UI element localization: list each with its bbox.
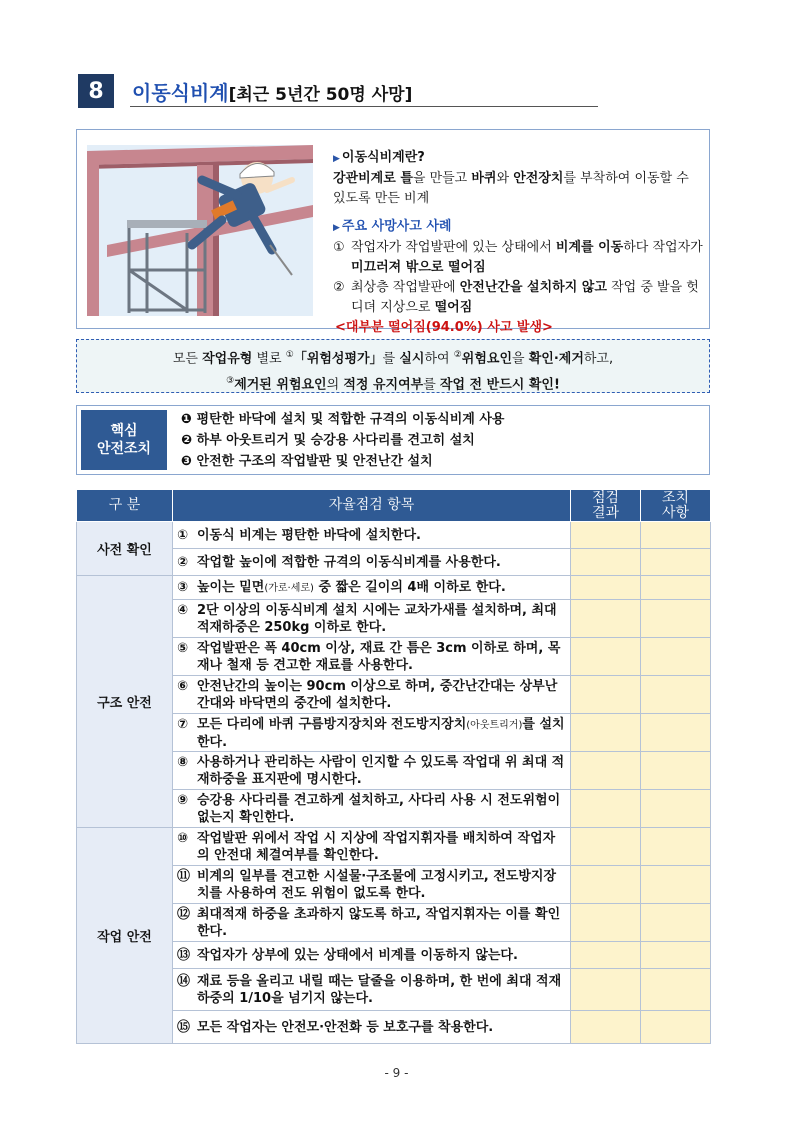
table-row: ⑨ 승강용 사다리를 견고하게 설치하고, 사다리 사용 시 전도위험이 없는지 확인한다. bbox=[77, 790, 711, 828]
table-row: 구조 안전 ③ 높이는 밑면(가로·세로) 중 짧은 길이의 4배 이하로 한다. bbox=[77, 576, 711, 600]
illustration-svg bbox=[87, 145, 313, 316]
category-work-safety: 작업 안전 bbox=[77, 828, 173, 1044]
action-cell[interactable] bbox=[641, 676, 711, 714]
action-cell[interactable] bbox=[641, 1011, 711, 1044]
check-result-cell[interactable] bbox=[571, 522, 641, 549]
notice-line-1: 모든 작업유형 별로 ①「위험성평가」를 실시하여 ②위험요인을 확인·제거하고, bbox=[172, 350, 614, 367]
core-safety-box bbox=[76, 405, 710, 475]
table-row: ⑤ 작업발판은 폭 40cm 이상, 재료 간 틈은 3cm 이하로 하며, 목재나 철재 등 견고한 재료를 사용한다. bbox=[77, 638, 711, 676]
check-result-cell[interactable] bbox=[571, 1011, 641, 1044]
check-result-cell[interactable] bbox=[571, 576, 641, 600]
section-title-sub: [최근 5년간 50명 사망] bbox=[228, 85, 413, 105]
check-result-cell[interactable] bbox=[571, 752, 641, 790]
page-number: - 9 - bbox=[384, 1066, 409, 1080]
core-safety-items bbox=[181, 409, 505, 472]
table-row: ⑫ 최대적재 하중을 초과하지 않도록 하고, 작업지휘자는 이를 확인한다. bbox=[77, 904, 711, 942]
check-result-cell[interactable] bbox=[571, 790, 641, 828]
table-row: 작업 안전 ⑩ 작업발판 위에서 작업 시 지상에 작업지휘자를 배치하여 작업자의 안전대 체결여부를 확인한다. bbox=[77, 828, 711, 866]
table-row: ⑭ 재료 등을 올리고 내릴 때는 달줄을 이용하며, 한 번에 최대 적재하중의 1/10을 넘기지 않는다. bbox=[77, 969, 711, 1011]
table-row: ④ 2단 이상의 이동식비계 설치 시에는 교차가새를 설치하며, 최대 적재하중은 250kg 이하로 한다. bbox=[77, 600, 711, 638]
header-check-result: 점검 결과 bbox=[571, 490, 641, 522]
notice-line-2: ③제거된 위험요인의 적정 유지여부를 작업 전 반드시 확인! bbox=[226, 376, 560, 393]
action-cell[interactable] bbox=[641, 576, 711, 600]
action-cell[interactable] bbox=[641, 828, 711, 866]
table-row: ⑪ 비계의 일부를 견고한 시설물·구조물에 고정시키고, 전도방지장치를 사용하여 전도 위험이 없도록 한다. bbox=[77, 866, 711, 904]
table-row: ⑦ 모든 다리에 바퀴 구름방지장치와 전도방지장치(아웃트리거)를 설치한다. bbox=[77, 714, 711, 752]
title-underline bbox=[130, 106, 598, 107]
header-action: 조치 사항 bbox=[641, 490, 711, 522]
check-result-cell[interactable] bbox=[571, 714, 641, 752]
section-header bbox=[78, 74, 598, 110]
table-row: ⑬ 작업자가 상부에 있는 상태에서 비계를 이동하지 않는다. bbox=[77, 942, 711, 969]
table-row: ⑧ 사용하거나 관리하는 사람이 인지할 수 있도록 작업대 위 최대 적재하중을 표지판에 명시한다. bbox=[77, 752, 711, 790]
check-result-cell[interactable] bbox=[571, 676, 641, 714]
case-item-1: ① 작업자가 작업발판에 있는 상태에서 비계를 이동하다 작업자가 미끄러져 밖으로 떨어짐 bbox=[333, 240, 703, 275]
section-title bbox=[132, 77, 412, 106]
table-row: ② 작업할 높이에 적합한 규격의 이동식비계를 사용한다. bbox=[77, 549, 711, 576]
check-result-cell[interactable] bbox=[571, 638, 641, 676]
table-row: 사전 확인 ① 이동식 비계는 평탄한 바닥에 설치한다. bbox=[77, 522, 711, 549]
core-safety-label: 핵심 안전조치 bbox=[81, 410, 167, 470]
definition-text: 강관비계로 틀을 만들고 바퀴와 안전장치를 부착하여 이동할 수 있도록 만든 비계 bbox=[333, 171, 689, 206]
core-item-3: ❸ 안전한 구조의 작업발판 및 안전난간 설치 bbox=[181, 454, 433, 469]
action-cell[interactable] bbox=[641, 638, 711, 676]
check-result-cell[interactable] bbox=[571, 828, 641, 866]
fall-statistic: <대부분 떨어짐(94.0%) 사고 발생> bbox=[335, 320, 553, 335]
check-result-cell[interactable] bbox=[571, 904, 641, 942]
check-result-cell[interactable] bbox=[571, 942, 641, 969]
action-cell[interactable] bbox=[641, 904, 711, 942]
action-cell[interactable] bbox=[641, 714, 711, 752]
header-item: 자율점검 항목 bbox=[173, 490, 571, 522]
header-category: 구 분 bbox=[77, 490, 173, 522]
action-cell[interactable] bbox=[641, 600, 711, 638]
check-result-cell[interactable] bbox=[571, 969, 641, 1011]
core-item-1: ❶ 평탄한 바닥에 설치 및 적합한 규격의 이동식비계 사용 bbox=[181, 412, 505, 427]
check-result-cell[interactable] bbox=[571, 866, 641, 904]
action-cell[interactable] bbox=[641, 790, 711, 828]
scaffold-fall-illustration bbox=[87, 145, 313, 316]
action-cell[interactable] bbox=[641, 522, 711, 549]
section-title-main: 이동식비계 bbox=[132, 81, 229, 105]
check-result-cell[interactable] bbox=[571, 549, 641, 576]
checklist-table bbox=[76, 489, 711, 1044]
action-cell[interactable] bbox=[641, 969, 711, 1011]
cases-heading: ▶ 주요 사망사고 사례 bbox=[333, 219, 452, 234]
case-item-2: ② 최상층 작업발판에 안전난간을 설치하지 않고 작업 중 발을 헛디뎌 지상으로 떨어짐 bbox=[333, 280, 699, 315]
category-structure-safety: 구조 안전 bbox=[77, 576, 173, 828]
action-cell[interactable] bbox=[641, 942, 711, 969]
core-item-2: ❷ 하부 아웃트리거 및 승강용 사다리를 견고히 설치 bbox=[181, 433, 475, 448]
check-result-cell[interactable] bbox=[571, 600, 641, 638]
action-cell[interactable] bbox=[641, 866, 711, 904]
category-pre-check: 사전 확인 bbox=[77, 522, 173, 576]
table-header-row bbox=[77, 490, 711, 522]
section-number: 8 bbox=[78, 74, 114, 108]
table-row: ⑮ 모든 작업자는 안전모·안전화 등 보호구를 착용한다. bbox=[77, 1011, 711, 1044]
notice-box bbox=[76, 339, 710, 393]
table-row: ⑥ 안전난간의 높이는 90cm 이상으로 하며, 중간난간대는 상부난간대와 바닥면의 중간에 설치한다. bbox=[77, 676, 711, 714]
intro-text bbox=[333, 148, 705, 338]
action-cell[interactable] bbox=[641, 549, 711, 576]
action-cell[interactable] bbox=[641, 752, 711, 790]
definition-heading: ▶ 이동식비계란? bbox=[333, 150, 425, 165]
intro-box bbox=[76, 129, 710, 335]
